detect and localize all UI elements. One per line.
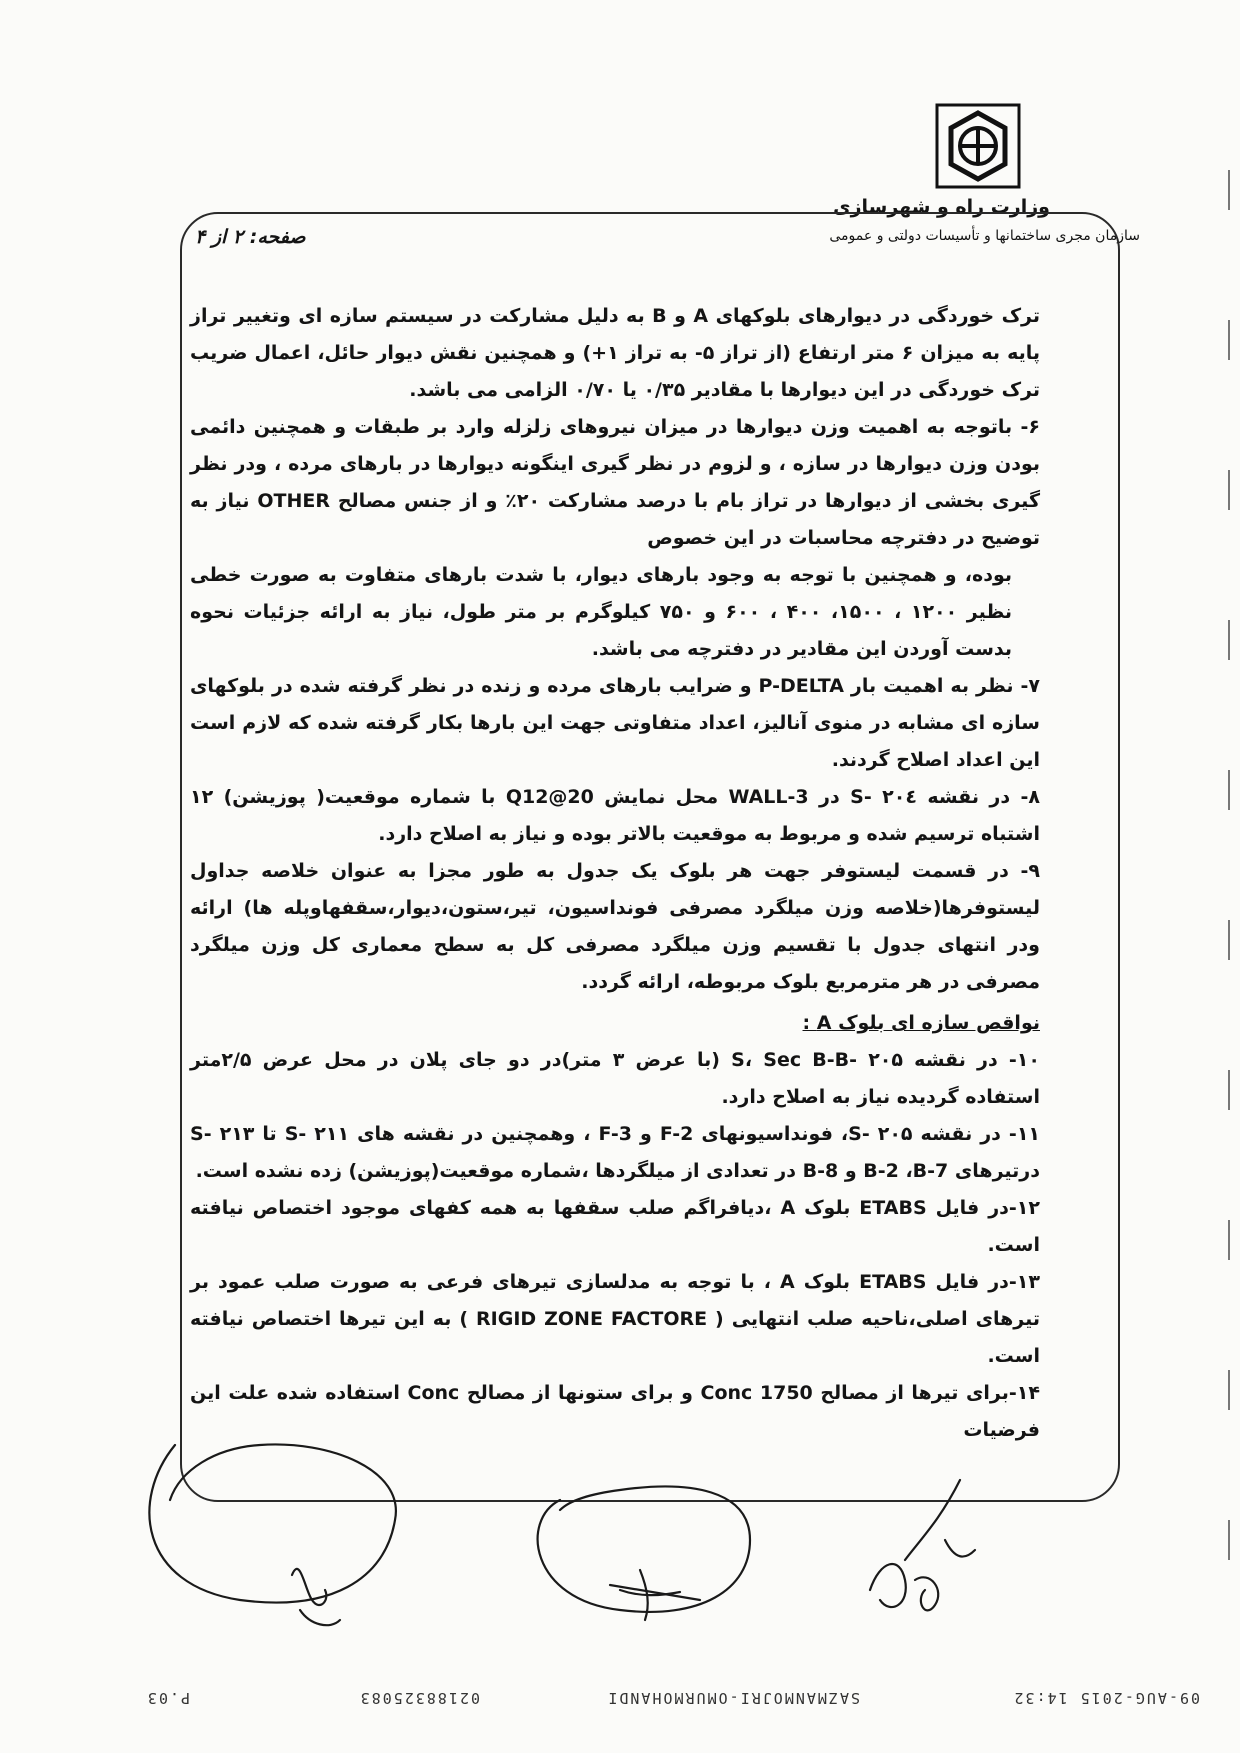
page-edge-mark [1228, 1220, 1240, 1260]
fax-datetime: 09-AUG-2015 14:32 [1012, 1689, 1200, 1707]
fax-number: 02188325083 [358, 1689, 480, 1707]
item-8: ۸- در نقشه ۲۰٤ -S در WALL-3 محل نمایش Q12@20 با شماره موقعیت( پوزیشن) ۱۲ اشتباه ترسیم شده و مربوط به موقعیت بالاتر بوده و نیاز به اصلاح دارد. [190, 786, 1040, 845]
page-edge-mark [1228, 1370, 1240, 1410]
item-11: ۱۱- در نقشه ۲۰۵ -S، فونداسیونهای F-2 و F-3 ، وهمچنین در نقشه های ۲۱۱ -S تا ۲۱۳ -S درتیرهای B-2 ،B-7 و B-8 در تعدادی از میلگردها ،شماره موقعیت(پوزیشن) زده نشده است. [190, 1123, 1041, 1182]
page-edge-mark [1228, 620, 1240, 660]
document-body [190, 298, 1040, 1449]
fax-sender: SAZMANMOJRI-OMURMOHANDI [606, 1689, 860, 1707]
page-edge-mark [1228, 170, 1240, 210]
fax-footer [110, 1687, 1200, 1707]
page-edge-mark [1228, 770, 1240, 810]
page-edge-mark [1228, 920, 1240, 960]
item-6-continued: بوده، و همچنین با توجه به وجود بارهای دیوار، با شدت بارهای متفاوت به صورت خطی نظیر ۱۲۰۰ ، ۱۵۰۰، ۴۰۰ ، ۶۰۰ و ۷۵۰ کیلوگرم بر متر طول، نیاز به ارائه جزئیات نحوه بدست آوردن این مقادیر در دفترچه می باشد. [190, 564, 1013, 660]
section-heading-block-a: نواقص سازه ای بلوک A : [802, 1012, 1040, 1034]
page-edge-mark [1228, 1520, 1240, 1560]
page-edge-mark [1228, 470, 1240, 510]
organization-name: سازمان مجری ساختمانها و تأسیسات دولتی و عمومی [829, 228, 1140, 244]
fax-page: P.03 [145, 1689, 190, 1707]
item-10: ۱۰- در نقشه ۲۰۵ -S، Sec B-B (با عرض ۳ متر)در دو جای پلان در محل عرض ۲/۵متر استفاده گردیده نیاز به اصلاح دارد. [190, 1049, 1040, 1108]
ministry-name: وزارت راه و شهرسازی [833, 196, 1050, 218]
item-14: ۱۴-برای تیرها از مصالح Conc 1750 و برای ستونها از مصالح Conc استفاده شده علت این فرضیات [190, 1382, 1040, 1441]
page-number: صفحه: ۲ از ۴ [195, 226, 306, 248]
paragraph-intro: ترک خوردگی در دیوارهای بلوکهای A و B به دلیل مشارکت در سیستم سازه ای وتغییر تراز پایه به میزان ۶ متر ارتفاع (از تراز ۵- به تراز ۱+) و همچنین نقش دیوار حائل، اعمال ضریب ترک خوردگی در این دیوارها با مقادیر ۰/۳۵ یا ۰/۷۰ الزامی می باشد. [190, 305, 1041, 401]
item-6: ۶- باتوجه به اهمیت وزن دیوارها در میزان نیروهای زلزله وارد بر طبقات و همچنین دائمی بودن وزن دیوارها در سازه ، و لزوم در نظر گیری اینگونه دیوارها در بارهای مرده ، ودر نظر گیری بخشی از دیوارها در تراز بام با درصد مشارکت ۲۰٪ و از جنس مصالح OTHER نیاز به توضیح در دفترچه محاسبات در این خصوص [190, 416, 1040, 549]
ministry-logo-icon [935, 103, 1021, 189]
page-edge-mark [1228, 320, 1240, 360]
page-edge-mark [1228, 1070, 1240, 1110]
item-13: ۱۳-در فایل ETABS بلوک A ، با توجه به مدلسازی تیرهای فرعی به صورت صلب عمود بر تیرهای اصلی،ناحیه صلب انتهایی ( RIGID ZONE FACTORE ) به این تیرها اختصاص نیافته است. [190, 1271, 1040, 1367]
item-7: ۷- نظر به اهمیت بار P-DELTA و ضرایب بارهای مرده و زنده در نظر گرفته شده در بلوکهای سازه ای مشابه در منوی آنالیز، اعداد متفاوتی جهت این بارها بکار گرفته شده که لازم است این اعداد اصلاح گردند. [190, 675, 1041, 771]
signature-middle-icon [538, 1487, 750, 1620]
item-12: ۱۲-در فایل ETABS بلوک A ،دیافراگم صلب سقفها به همه کفهای موجود اختصاص نیافته است. [190, 1197, 1040, 1256]
item-9: ۹- در قسمت لیستوفر جهت هر بلوک یک جدول به طور مجزا به عنوان خلاصه جداول لیستوفرها(خلاصه وزن میلگرد مصرفی فونداسیون، تیر،ستون،دیوار،سقفهاوپله ها) ارائه ودر انتهای جدول با تقسیم وزن میلگرد مصرفی کل به سطح معماری کل وزن میلگرد مصرفی در هر مترمربع بلوک مربوطه، ارائه گردد. [190, 860, 1040, 993]
